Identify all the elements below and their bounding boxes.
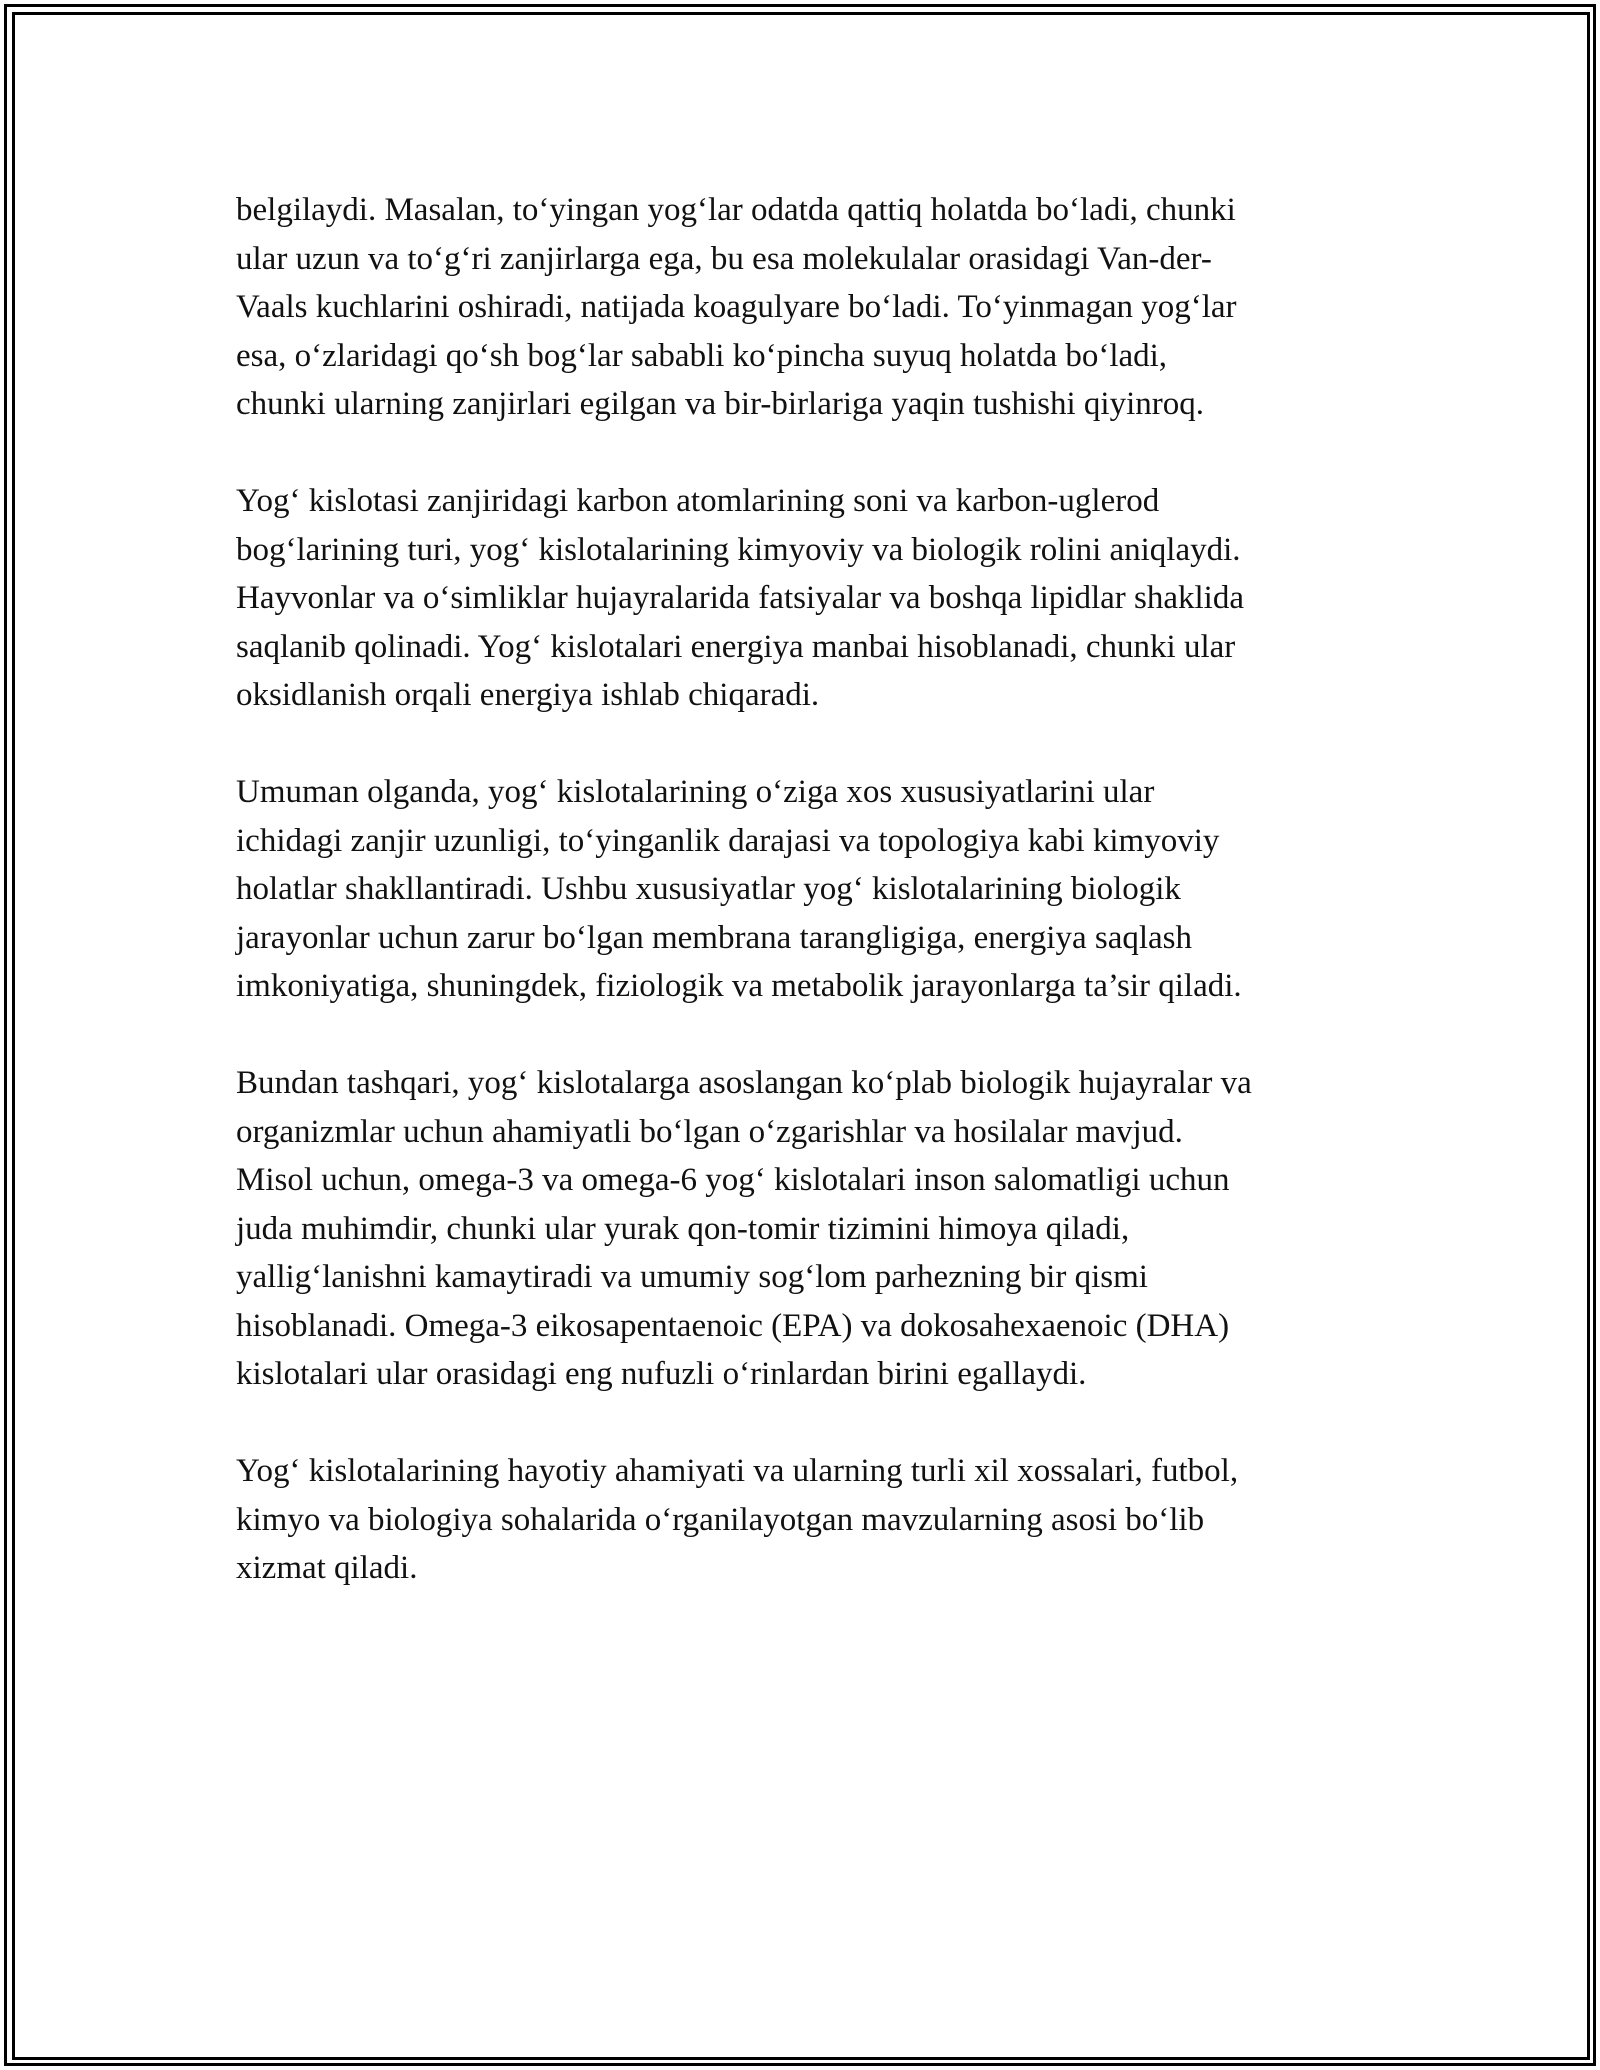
paragraph-2: Yog‘ kislotasi zanjiridagi karbon atomlarining soni va karbon-uglerod bog‘larining turi, yog‘ kislotalarining kimyoviy va biologik rolini aniqlaydi. Hayvonlar va o‘simliklar hujayralarida fatsiyalar va boshqa lipidlar shaklida saqlanib qolinadi. Yog‘ kislotalari energiya manbai hisoblanadi, chunki ular oksidlanish orqali energiya ishlab chiqaradi. xyxy=(236,483,1244,713)
paragraph-1: belgilaydi. Masalan, to‘yingan yog‘lar odatda qattiq holatda bo‘ladi, chunki ular uzun va to‘g‘ri zanjirlarga ega, bu esa molekulalar orasidagi Van-der- Vaals kuchlarini oshiradi, natijada koagulyare bo‘ladi. To‘yinmagan yog‘lar esa, o‘zlaridagi qo‘sh bog‘lar sababli ko‘pincha suyuq holatda bo‘ladi, chunki ularning zanjirlari egilgan va bir-birlariga yaqin tushishi qiyinroq. xyxy=(236,192,1237,422)
document-body xyxy=(236,186,1376,1641)
paragraph-4: Bundan tashqari, yog‘ kislotalarga asoslangan ko‘plab biologik hujayralar va organizmlar uchun ahamiyatli bo‘lgan o‘zgarishlar va hosilalar mavjud. Misol uchun, omega-3 va omega-6 yog‘ kislotalari inson salomatligi uchun juda muhimdir, chunki ular yurak qon-tomir tizimini himoya qiladi, yallig‘lanishni kamaytiradi va umumiy sog‘lom parhezning bir qismi hisoblanadi. Omega-3 eikosapentaenoic (EPA) va dokosahexaenoic (DHA) kislotalari ular orasidagi eng nufuzli o‘rinlardan birini egallaydi. xyxy=(236,1065,1252,1392)
paragraph-5: Yog‘ kislotalarining hayotiy ahamiyati va ularning turli xil xossalari, futbol, kimyo va biologiya sohalarida o‘rganilayotgan mavzularning asosi bo‘lib xizmat qiladi. xyxy=(236,1453,1239,1586)
paragraph-3: Umuman olganda, yog‘ kislotalarining o‘ziga xos xususiyatlarini ular ichidagi zanjir uzunligi, to‘yinganlik darajasi va topologiya kabi kimyoviy holatlar shakllantiradi. Ushbu xususiyatlar yog‘ kislotalarining biologik jarayonlar uchun zarur bo‘lgan membrana tarangligiga, energiya saqlash imkoniyatiga, shuningdek, fiziologik va metabolik jarayonlarga ta’sir qiladi. xyxy=(236,774,1242,1004)
